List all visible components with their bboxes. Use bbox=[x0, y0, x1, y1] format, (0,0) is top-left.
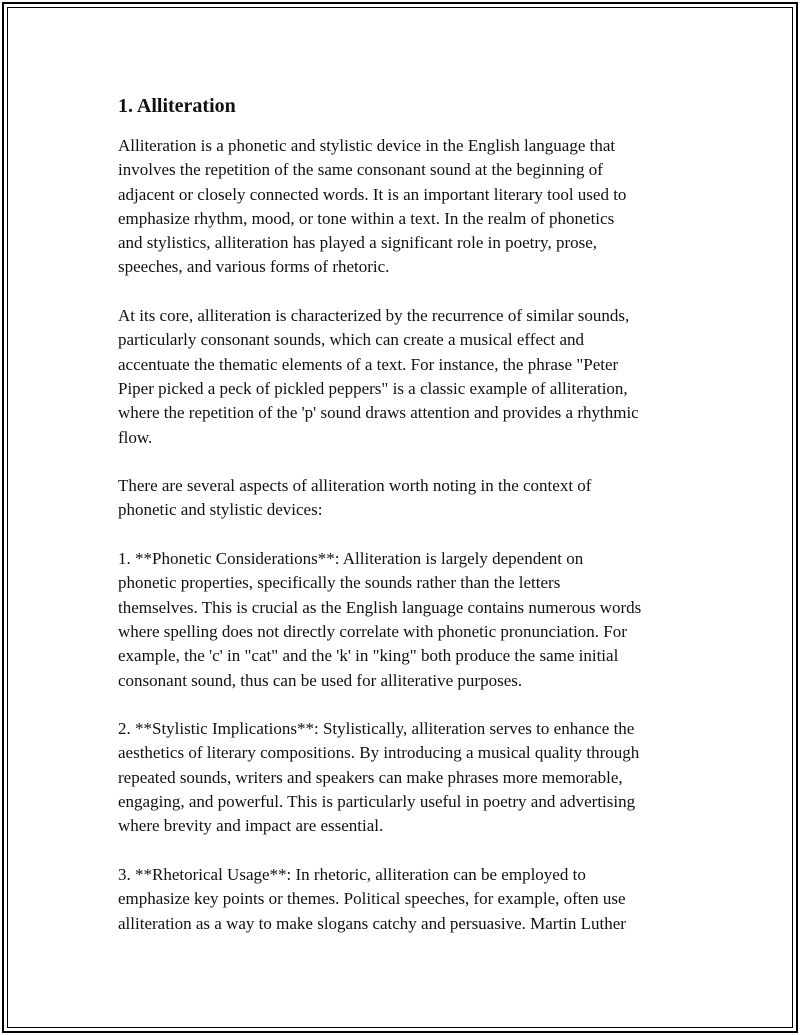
section-heading: 1. Alliteration bbox=[118, 95, 236, 117]
document-body bbox=[118, 92, 698, 960]
paragraph-intro: Alliteration is a phonetic and stylistic device in the English language that involves the repetition of the same consonant sound at the beginning of adjacent or closely connected words. It is an important literary tool used to emphasize rhythm, mood, or tone within a text. In the realm of phonetics and stylistics, alliteration has played a significant role in poetry, prose, speeches, and various forms of rhetoric. bbox=[118, 136, 627, 277]
paragraph-stylistic: 2. **Stylistic Implications**: Stylistically, alliteration serves to enhance the aesthetics of literary compositions. By introducing a musical quality through repeated sounds, writers and speakers can make phrases more memorable, engaging, and powerful. This is particularly useful in poetry and advertising where brevity and impact are essential. bbox=[118, 719, 640, 836]
paragraph-aspects-intro: There are several aspects of alliteration worth noting in the context of phonetic and stylistic devices: bbox=[118, 476, 592, 520]
paragraph-rhetorical: 3. **Rhetorical Usage**: In rhetoric, alliteration can be employed to emphasize key points or themes. Political speeches, for example, often use alliteration as a way to make slogans catchy and persuasive. Martin Luther bbox=[118, 864, 626, 933]
paragraph-core: At its core, alliteration is characterized by the recurrence of similar sounds, particularly consonant sounds, which can create a musical effect and accentuate the thematic elements of a text. For instance, the phrase "Peter Piper picked a peck of pickled peppers" is a classic example of alliteration, where the repetition of the 'p' sound draws attention and provides a rhythmic flow. bbox=[118, 306, 639, 447]
paragraph-phonetic: 1. **Phonetic Considerations**: Alliteration is largely dependent on phonetic properties, specifically the sounds rather than the letters themselves. This is crucial as the English language contains numerous words where spelling does not directly correlate with phonetic pronunciation. For example, the 'c' in "cat" and the 'k' in "king" both produce the same initial consonant sound, thus can be used for alliterative purposes. bbox=[118, 549, 642, 690]
